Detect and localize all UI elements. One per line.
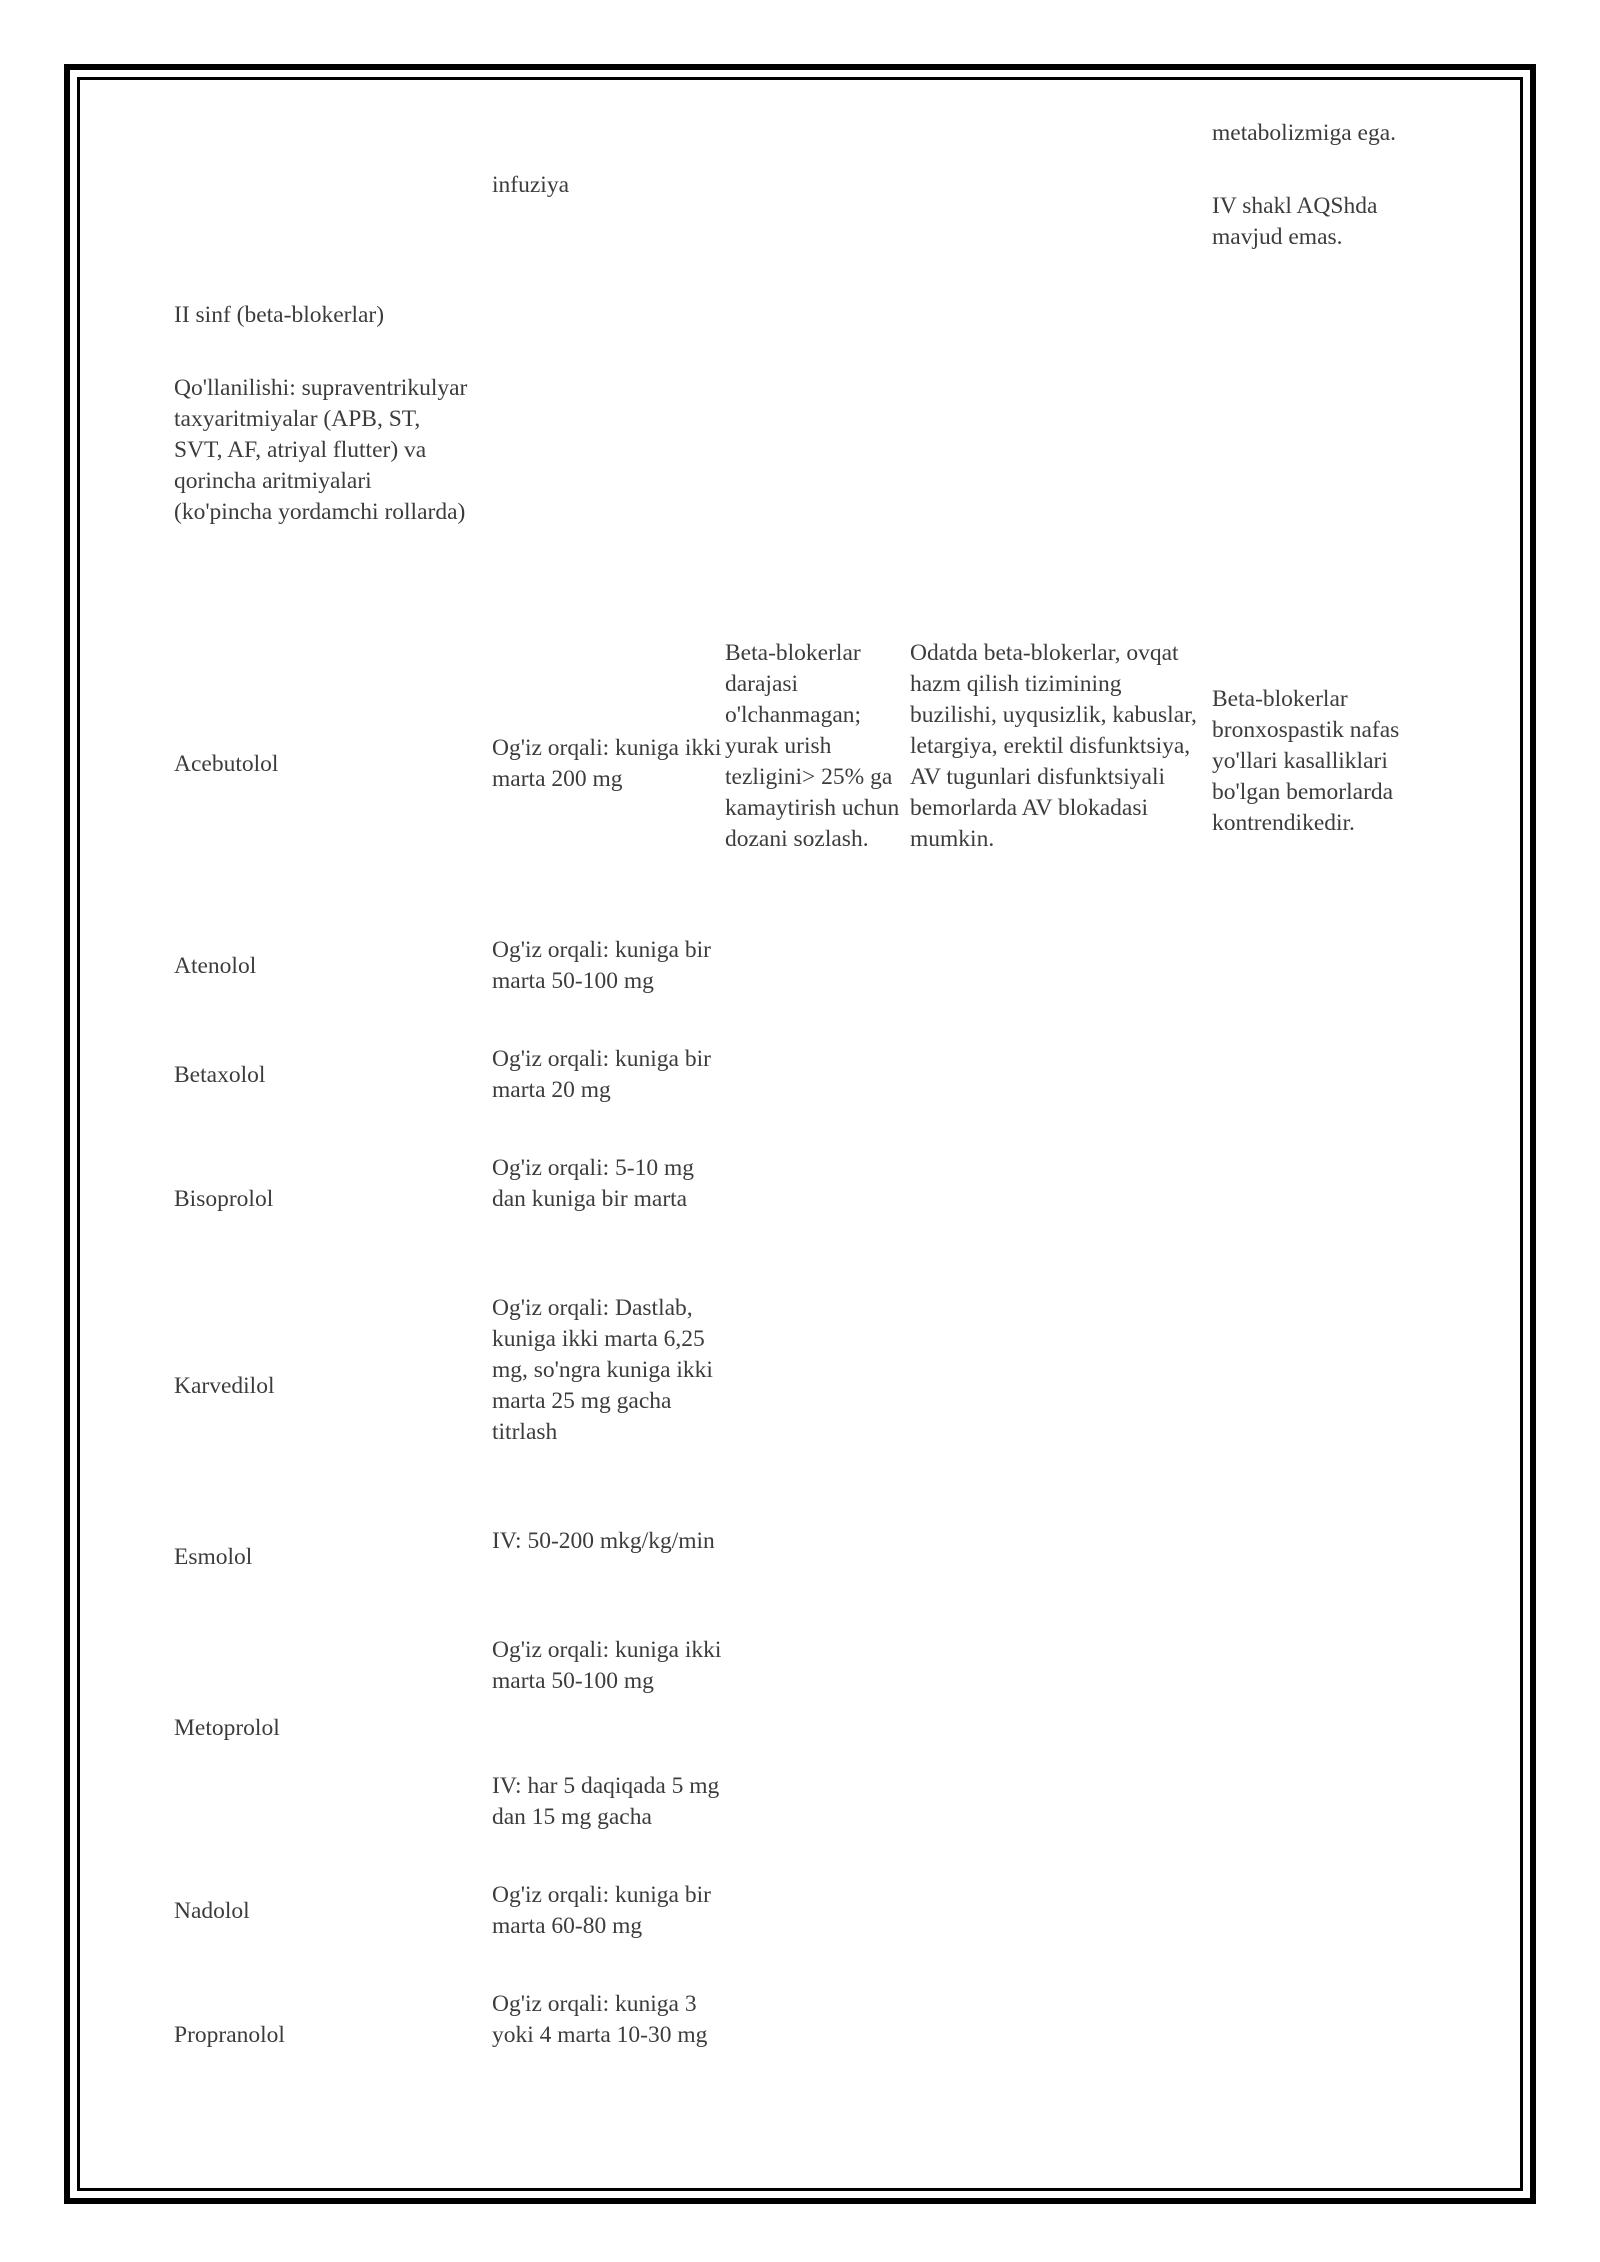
drug-dose-betaxolol: Og'iz orqali: kuniga bir marta 20 mg [492,1046,711,1103]
iv-note-text: IV shakl AQShda mavjud emas. [1212,193,1378,250]
drug-name-bisoprolol: Bisoprolol [174,1186,274,1212]
monitoring-text: Beta-blokerlar darajasi o'lchanmagan; yurak urish tezligini> 25% ga kamaytirish uchun dozani sozlash. [725,640,900,852]
class-usage: Qo'llanilishi: supraventrikulyar taxyaritmiyalar (APB, ST, SVT, AF, atriyal flutter) va qorincha aritmiyalari (ko'pincha yordamchi rollarda) [174,375,468,525]
drug-name-atenolol: Atenolol [174,952,257,979]
drug-dose-propranolol: Og'iz orqali: kuniga 3 yoki 4 marta 10-30 mg [492,1991,708,2048]
drug-name-propranolol: Propranolol [174,2022,285,2048]
contraindication-text: Beta-blokerlar bronxospastik nafas yo'llari kasalliklari bo'lgan bemorlarda kontrendikedir. [1212,686,1400,836]
drug-name-nadolol: Nadolol [174,1897,250,1924]
drug-name-karvedilol: Karvedilol [174,1372,275,1399]
drug-name-esmolol: Esmolol [174,1543,253,1570]
drug-dose-esmolol: IV: 50-200 mkg/kg/min [492,1528,715,1554]
metabolism-text: metabolizmiga ega. [1212,120,1397,146]
drug-dose-bisoprolol: Og'iz orqali: 5-10 mg dan kuniga bir marta [492,1155,694,1212]
class-heading: II sinf (beta-blokerlar) [174,302,385,328]
drug-dose-atenolol: Og'iz orqali: kuniga bir marta 50-100 mg [492,937,711,994]
drug-dose-metoprolol-oral: Og'iz orqali: kuniga ikki marta 50-100 mg [492,1637,722,1694]
drug-dose-nadolol: Og'iz orqali: kuniga bir marta 60-80 mg [492,1882,711,1939]
drug-dose-karvedilol: Og'iz orqali: Dastlab, kuniga ikki marta 6,25 mg, so'ngra kuniga ikki marta 25 mg gacha titrlash [492,1295,713,1445]
drug-name-metoprolol: Metoprolol [174,1715,280,1741]
drug-name-acebutolol: Acebutolol [174,750,279,777]
infusion-text: infuziya [492,172,569,198]
drug-dose-acebutolol: Og'iz orqali: kuniga ikki marta 200 mg [492,735,722,792]
side-effects-text: Odatda beta-blokerlar, ovqat hazm qilish tizimining buzilishi, uyqusizlik, kabuslar, letargiya, erektil disfunktsiya, AV tugunlari disfunktsiyali bemorlarda AV blokadasi mumkin. [910,640,1197,852]
drug-name-betaxolol: Betaxolol [174,1061,266,1088]
drug-dose-metoprolol-iv: IV: har 5 daqiqada 5 mg dan 15 mg gacha [492,1773,720,1830]
